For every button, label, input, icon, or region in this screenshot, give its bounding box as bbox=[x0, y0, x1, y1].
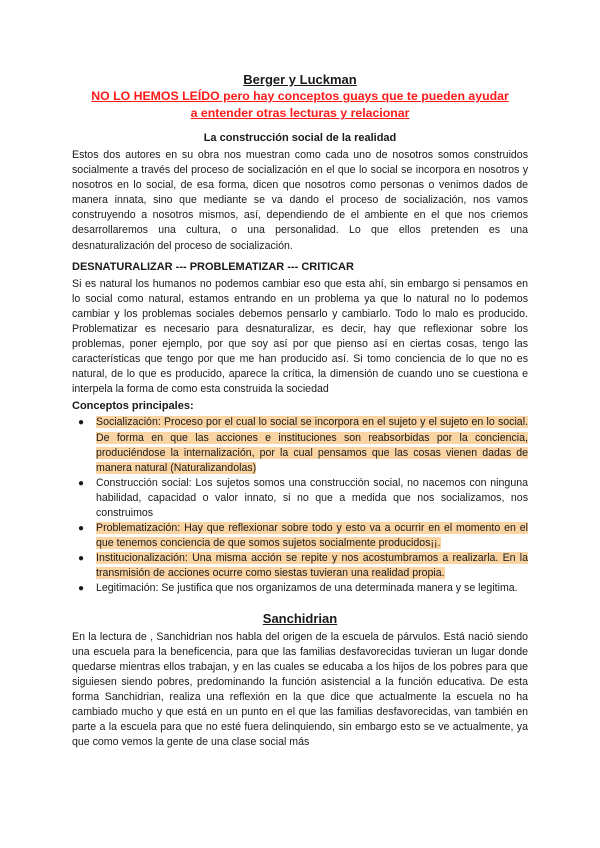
paragraph-desnaturalizar: Si es natural los humanos no podemos cambiar eso que esta ahí, sin embargo si pensamos en lo social como natural, estamos entrando en un problema ya que lo natural no lo podemos cambiar y los problemas sociales debemos pensarlo y cambiarlo. Todo lo malo es producido. Problematizar es necesario para desnaturalizar, es decir, hay que reflexionar sobre los problemas, poner ejemplo, por que soy así por que pienso así en ciertas cosas, tengo las características que tengo por que me han producido así. Si tomo conciencia de lo que no es natural, de lo que es producido, aparece la crítica, la dimensión de cuando uno se cuestiona e interpela la forma de como esta construida la sociedad bbox=[72, 277, 528, 396]
document-page bbox=[72, 72, 528, 750]
bullet-icon: ● bbox=[78, 583, 85, 595]
bullet-icon: ● bbox=[78, 523, 85, 535]
list-item: ● Problematización: Hay que reflexionar sobre todo y esto va a ocurrir en el momento en el que tenemos conciencia de que somos sujetos socialmente producidos¡¡. bbox=[78, 522, 528, 550]
list-item: ● Construcción social: Los sujetos somos una construcción social, no nacemos con ninguna habilidad, capacidad o valor innato, si no que a medida que nos socializamos, nos construimos bbox=[78, 476, 528, 519]
paragraph-sanchidrian: En la lectura de , Sanchidrian nos habla del origen de la escuela de párvulos. Está nació siendo una escuela para la beneficencia, para que las familias desfavorecidas tuvieran un lugar donde quedarse mientras ellos trabajan, y en las cuales se educaba a los hijos de los pobres para que siguiesen siendo pobres, predominando la función asistencial a la función educativa. De esta forma Sanchidrian, realiza una reflexión en la que dice que actualmente la escuela no ha cambiado mucho y que está en un punto en el que las familias desfavorecidas, van también en parte a la escuela para que no esté fuera delinquiendo, sin embargo esto se ve actualmente, ya que como vemos la gente de una clase social más bbox=[72, 630, 528, 749]
bullet-icon: ● bbox=[78, 417, 85, 429]
concepts-title: Conceptos principales: bbox=[72, 400, 194, 413]
section-title-desnaturalizar: DESNATURALIZAR --- PROBLEMATIZAR --- CRITICAR bbox=[72, 260, 354, 273]
section-title-sanchidrian: Sanchidrian bbox=[262, 610, 338, 626]
paragraph-construction: Estos dos autores en su obra nos muestran como cada uno de nosotros somos construidos socialmente a través del proceso de socialización en el que lo social se incorpora en nosotros y nosotros en lo social, de esa forma, dicen que nosotros como personas o venimos dados de manera innata, sino que mediante se va dando el proceso de socialización, nos vamos construyendo a nosotros mismos, así, dependiendo de el ambiente en el que nos criemos desarrollaremos una cultura, o una personalidad. Lo que ellos pretenden es una desnaturalización del proceso de socialización. bbox=[72, 149, 528, 252]
note-line-1: NO LO HEMOS LEÍDO pero hay conceptos guays que te pueden ayudar bbox=[91, 89, 509, 103]
note-line-2: a entender otras lecturas y relacionar bbox=[190, 106, 410, 120]
section-title-construction: La construcción social de la realidad bbox=[203, 132, 397, 144]
concepts-list bbox=[72, 415, 528, 596]
list-item: ● Legitimación: Se justifica que nos organizamos de una determinada manera y se legitima. bbox=[72, 581, 528, 596]
bullet-icon: ● bbox=[78, 553, 85, 565]
document-title: Berger y Luckman bbox=[243, 72, 357, 87]
list-item: ● Institucionalización: Una misma acción se repite y nos acostumbramos a realizarla. En la transmisión de acciones ocurre como siestas tuvieran una realidad propia. bbox=[78, 552, 528, 580]
list-item: ● Socialización: Proceso por el cual lo social se incorpora en el sujeto y el sujeto en lo social. De forma en que las acciones e instituciones son reabsorbidas por la conciencia, produciéndose la internalización, por la cual pensamos que las cosas vienen dadas de manera natural (Naturalizandolas) bbox=[78, 416, 528, 474]
bullet-icon: ● bbox=[78, 477, 85, 489]
